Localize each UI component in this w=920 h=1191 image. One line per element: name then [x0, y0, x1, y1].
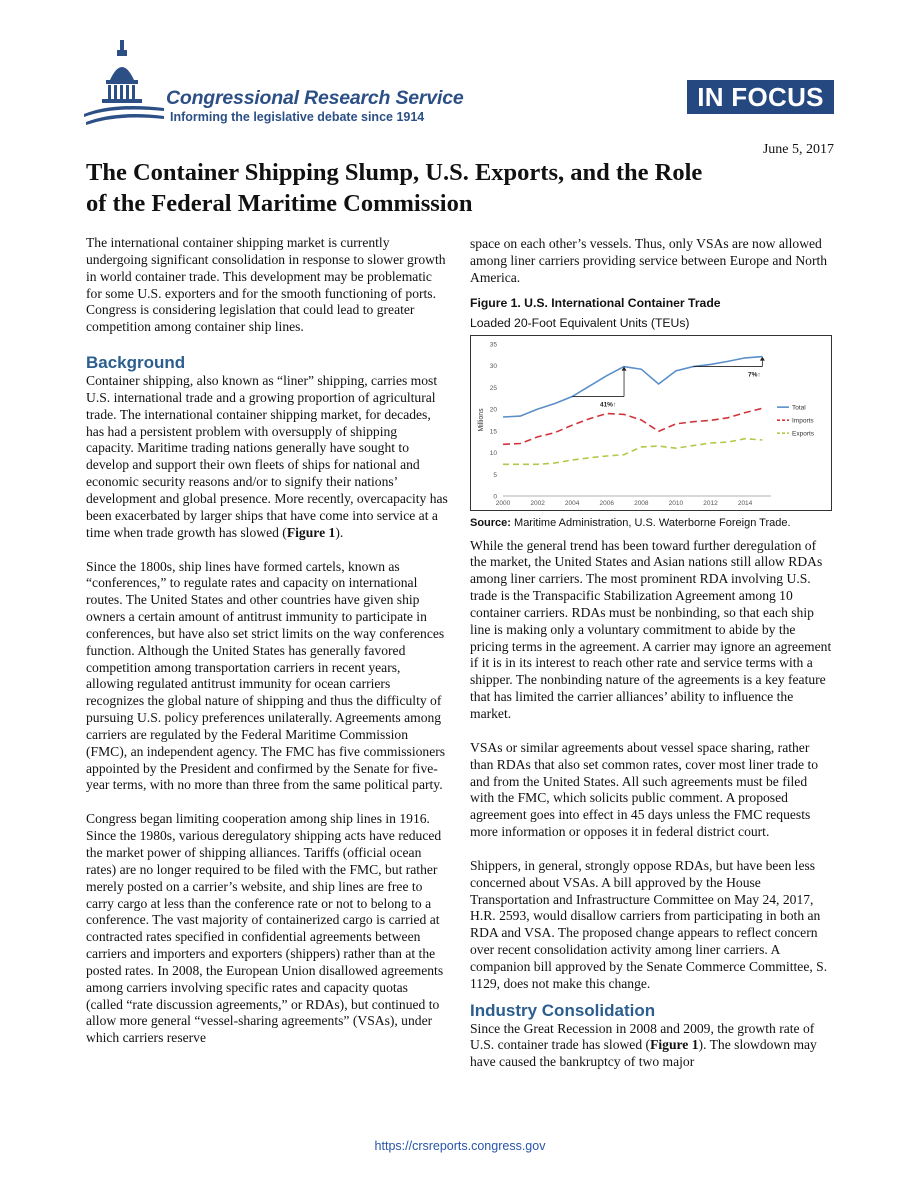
source-text: Maritime Administration, U.S. Waterborne Foreign Trade.: [510, 516, 791, 529]
y-tick-label: 25: [489, 384, 497, 392]
in-focus-badge: IN FOCUS: [687, 80, 834, 114]
org-name: Congressional Research Service: [166, 87, 464, 109]
heading-industry-consolidation: Industry Consolidation: [470, 1000, 656, 1020]
annotation-label: 41%↑: [599, 401, 617, 409]
capitol-dome-icon: [84, 40, 164, 126]
figure-ref: Figure 1: [286, 524, 336, 540]
background-paragraph-3: Congress began limiting cooperation among ship lines in 1916. Since the 1980s, various deregulatory shipping acts have reduced the market power of shipping alliances. Tariffs (official ocean rates) are no longer required to be filed with the FMC, but rather merely posted on a carrier’s website, and ship lines are free to carry cargo at less than the conference rate or not to belong to a conference. The vast majority of containerized cargo is carried at contracted rates specified in confidential agreements between carriers and importers and exporters (shippers) rather than at the posted rates. In 2008, the European Union disallowed agreements among carriers involving specific rates and capacity quotas (called “rate discussion agreements,” or RDAs), but continued to allow more general “vessel-sharing agreements” (VSAs), under which carriers reserve: [86, 811, 444, 1046]
y-tick-label: 5: [493, 471, 497, 479]
footer-url[interactable]: https://crsreports.congress.gov: [374, 1139, 546, 1153]
y-axis-label: Millions: [478, 407, 485, 432]
annotation-label: 7%↑: [748, 371, 761, 379]
crs-logo: [84, 40, 494, 130]
x-tick-label: 2014: [737, 499, 753, 507]
left-column: [86, 235, 448, 1047]
heading-background: Background: [86, 353, 186, 373]
figure-title: Figure 1. U.S. International Container Trade: [470, 295, 721, 310]
y-tick-label: 30: [489, 362, 497, 370]
figure-subtitle: Loaded 20-Foot Equivalent Units (TEUs): [470, 315, 690, 330]
paragraph-text: Since the Great Recession in 2008 and 2009, the growth rate of U.S. container trade has slowed (: [470, 1020, 815, 1053]
rda-paragraph: While the general trend has been toward further deregulation of the market, the United States and Asian nations still allow RDAs among liner carriers. The most prominent RDA involving U.S. trade is the Transpacific Stabilization Agreement among 10 container carriers. RDAs must be nonbinding, so that each ship line is making only a voluntary commitment to abide by the pricing terms in the agreement. A carrier may ignore an agreement if it is in its interest to reach other rate and service terms with a shipper. The nonbinding nature of the agreements is a key feature that has limited the carrier alliances’ ability to influence the market.: [470, 537, 832, 721]
publication-date: June 5, 2017: [762, 142, 834, 157]
y-tick-label: 15: [489, 427, 497, 435]
y-tick-label: 10: [489, 449, 497, 457]
line-chart: [471, 336, 831, 510]
legend-label: Exports: [792, 430, 815, 438]
y-tick-label: 20: [489, 406, 497, 414]
right-column: [470, 236, 832, 1071]
figure-source: [470, 516, 832, 530]
paragraph-text-end: ).: [335, 524, 344, 540]
background-paragraph-2: Since the 1800s, ship lines have formed cartels, known as “conferences,” to regulate rates and capacity on international routes. The United States and other countries have given ship owners a certain amount of antitrust immunity to participate in conferences, but have also set strict limits on the way conferences function. Although the United States has generally favored competition among transportation carriers in recent years, allowing regulated antitrust immunity for ocean carriers recognizes the global nature of shipping and thus the difficulty of pursuing U.S. policy preferences unilaterally. Agreements among carriers are regulated by the Federal Maritime Commission (FMC), an independent agency. The FMC has five commissioners appointed by the President and confirmed by the Senate for five-year terms, with no more than three from the same political party.: [86, 558, 446, 793]
y-tick-label: 35: [489, 341, 497, 349]
x-tick-label: 2004: [564, 499, 580, 507]
chart-frame: [470, 335, 832, 511]
page-title: The Container Shipping Slump, U.S. Exports, and the Role of the Federal Maritime Commission: [86, 159, 703, 217]
intro-paragraph: The international container shipping market is currently undergoing significant consolidation in response to slower growth in world container trade. This development may be problematic for some U.S. exporters and for the smooth functioning of ports. Congress is considering legislation that could lead to greater competition among container ship lines.: [86, 235, 446, 335]
consolidation-paragraph: [470, 1021, 832, 1072]
legend-label: Total: [792, 404, 806, 412]
background-paragraph-1: [86, 373, 448, 541]
x-tick-label: 2012: [703, 499, 718, 507]
continued-paragraph: space on each other’s vessels. Thus, only VSAs are now allowed among liner carriers providing service between Europe and North America.: [470, 236, 828, 285]
figure-1: [470, 296, 832, 530]
source-label: Source:: [470, 516, 511, 529]
series-line-imports: [503, 408, 762, 444]
paragraph-text-end: ). The slowdown may have caused the bankruptcy of two major: [470, 1037, 817, 1070]
x-tick-label: 2002: [530, 499, 545, 507]
series-line-total: [503, 356, 762, 416]
x-tick-label: 2008: [634, 499, 649, 507]
series-line-exports: [503, 438, 762, 464]
x-tick-label: 2006: [599, 499, 614, 507]
legend-label: Imports: [792, 417, 814, 425]
figure-ref: Figure 1: [650, 1037, 699, 1053]
org-tagline: Informing the legislative debate since 1914: [170, 110, 425, 124]
x-tick-label: 2000: [495, 499, 511, 507]
x-tick-label: 2010: [668, 499, 684, 507]
y-tick-label: 0: [493, 493, 497, 501]
shippers-paragraph: Shippers, in general, strongly oppose RDAs, but have been less concerned about VSAs. A bill approved by the House Transportation and Infrastructure Committee on May 24, 2017, H.R. 2593, would disallow carriers from participating in both an RDA and VSA. The proposed change appears to reflect concern over recent consolidation activity among liner carriers. A companion bill approved by the Senate Commerce Committee, S. 1129, does not make this change.: [470, 857, 828, 991]
vsa-paragraph: VSAs or similar agreements about vessel space sharing, rather than RDAs that also set common rates, cover most liner trade to and from the United States. All such agreements must be filed with the FMC, which solicits public comment. A proposed agreement goes into effect in 45 days unless the FMC requests more information or opposes it in federal district court.: [470, 739, 819, 840]
paragraph-text: Container shipping, also known as “liner” shipping, carries most U.S. international trade and a growing proportion of agricultural trade. The international container shipping market, for decades, has had a persistent problem with oversupply of shipping capacity. Maritime trading nations generally have sought to develop and support their own fleets of ships for national and economic security reasons and/or to signify their nations’ development and global presence. More recently, overcapacity has been exacerbated by larger ships that have come into service at a time when trade growth has slowed (: [86, 373, 448, 540]
